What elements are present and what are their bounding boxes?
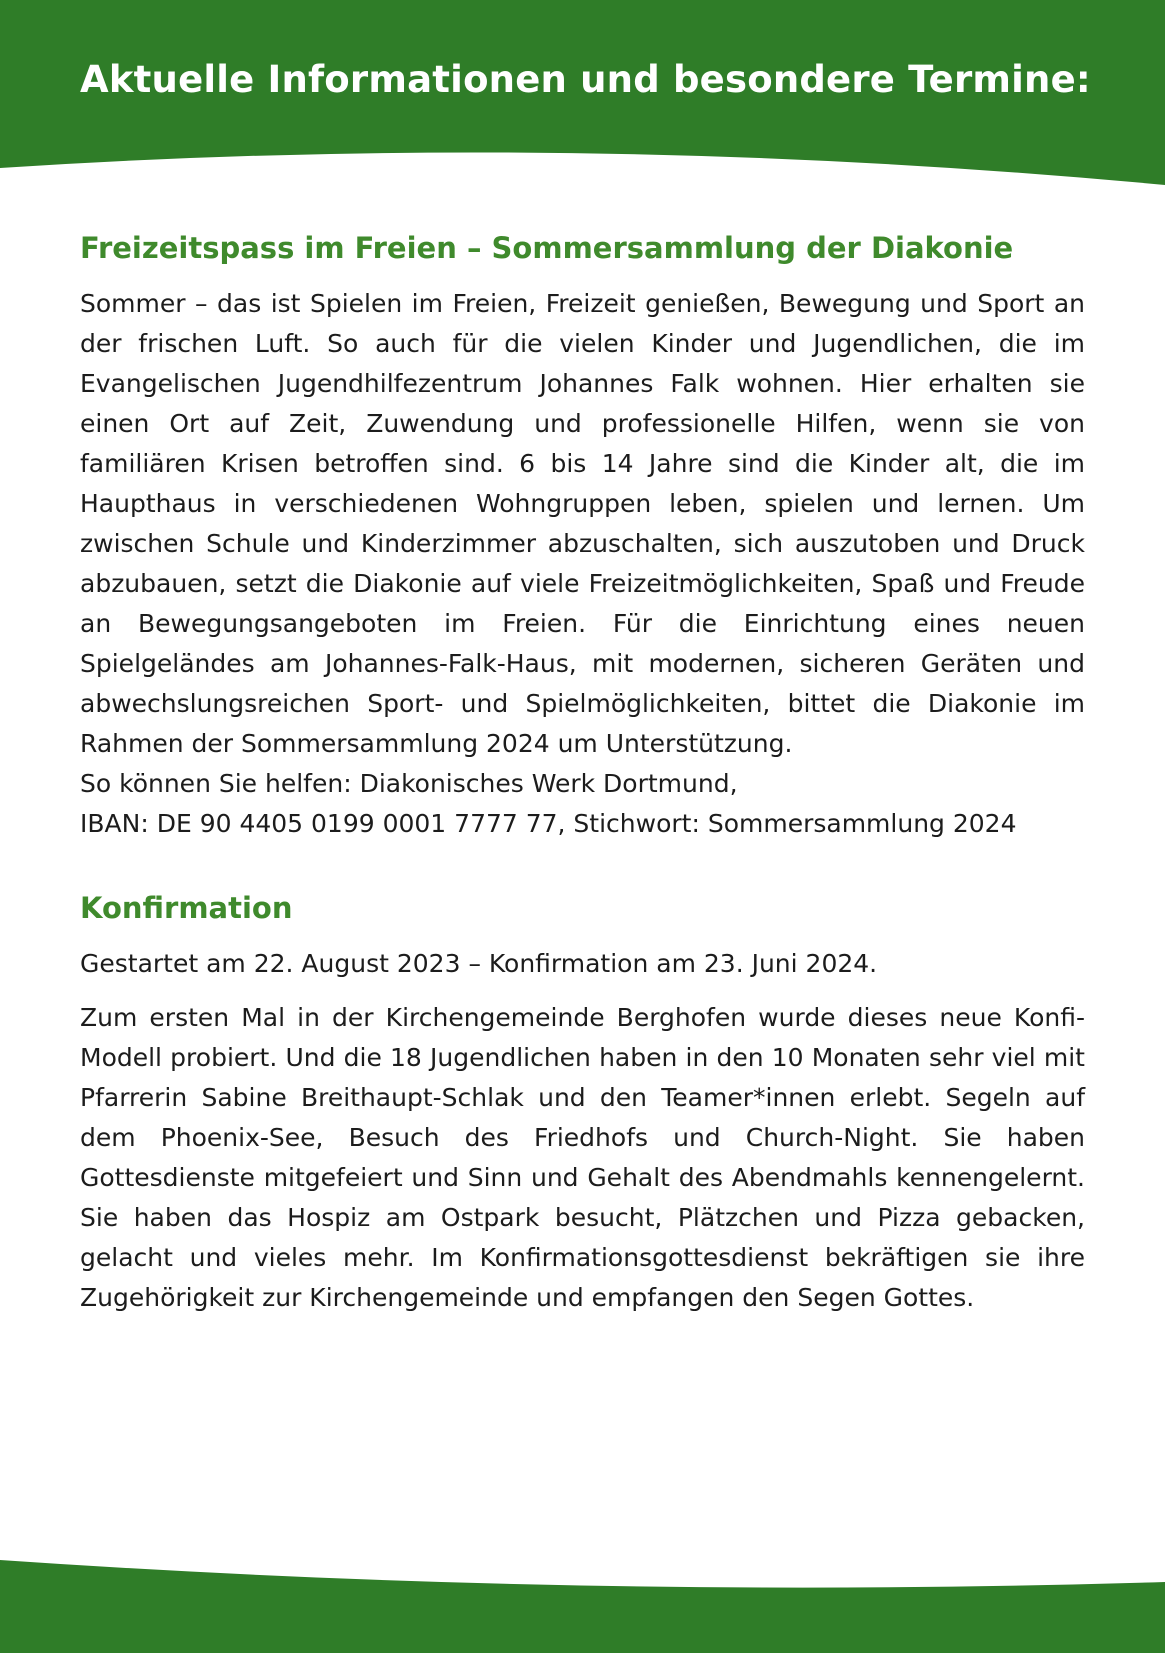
donation-help-line: So können Sie helfen: Diakonisches Werk Dortmund, bbox=[80, 769, 738, 798]
section-body-sommersammlung: Sommer – das ist Spielen im Freien, Freizeit genießen, Bewegung und Sport an der frischen Luft. So auch für die vielen Kinder und Jugendlichen, die im Evangelischen Jugendhilfezentrum Johannes Falk wohnen. Hier erhalten sie einen Ort auf Zeit, Zuwendung und professionelle Hilfen, wenn sie von familiären Krisen betroffen sind. 6 bis 14 Jahre sind die Kinder alt, die im Haupthaus in verschiedenen Wohngruppen leben, spielen und lernen. Um zwischen Schule und Kinderzimmer abzuschalten, sich auszutoben und Druck abzubauen, setzt die Diakonie auf viele Freizeitmöglichkeiten, Spaß und Freude an Bewegungsangeboten im Freien. Für die Einrichtung eines neuen Spielgeländes am Johannes-Falk-Haus, mit modernen, sicheren Geräten und abwechslungsreichen Sport- und Spielmöglichkeiten, bittet die Diakonie im Rahmen der Sommersammlung 2024 um Unterstützung. bbox=[80, 289, 1085, 758]
section-konfirmation bbox=[80, 886, 1085, 1318]
section-heading-konfirmation: Konfirmation bbox=[80, 891, 293, 925]
section-heading-sommersammlung: Freizeitspass im Freien – Sommersammlung der Diakonie bbox=[80, 231, 1014, 265]
main-content bbox=[80, 226, 1085, 1318]
section-sommersammlung bbox=[80, 226, 1085, 844]
donation-iban-line: IBAN: DE 90 4405 0199 0001 7777 77, Stichwort: Sommersammlung 2024 bbox=[80, 809, 1017, 838]
footer-wave-shape bbox=[0, 1560, 1165, 1653]
konfirmation-dates-line: Gestartet am 22. August 2023 – Konfirmation am 23. Juni 2024. bbox=[80, 949, 878, 978]
page-title: Aktuelle Informationen und besondere Termine: bbox=[80, 58, 1091, 101]
section-body-konfirmation: Zum ersten Mal in der Kirchengemeinde Berghofen wurde dieses neue Konfi-Modell probiert. Und die 18 Jugendlichen haben in den 10 Monaten sehr viel mit Pfarrerin Sabine Breithaupt-Schlak und den Teamer*innen erlebt. Segeln auf dem Phoenix-See, Besuch des Friedhofs und Church-Night. Sie haben Gottesdienste mitgefeiert und Sinn und Gehalt des Abendmahls kennengelernt. Sie haben das Hospiz am Ostpark besucht, Plätzchen und Pizza gebacken, gelacht und vieles mehr. Im Konfirmationsgottesdienst bekräftigen sie ihre Zugehörigkeit zur Kirchengemeinde und empfangen den Segen Gottes. bbox=[80, 1003, 1085, 1312]
footer-band bbox=[0, 1560, 1165, 1653]
